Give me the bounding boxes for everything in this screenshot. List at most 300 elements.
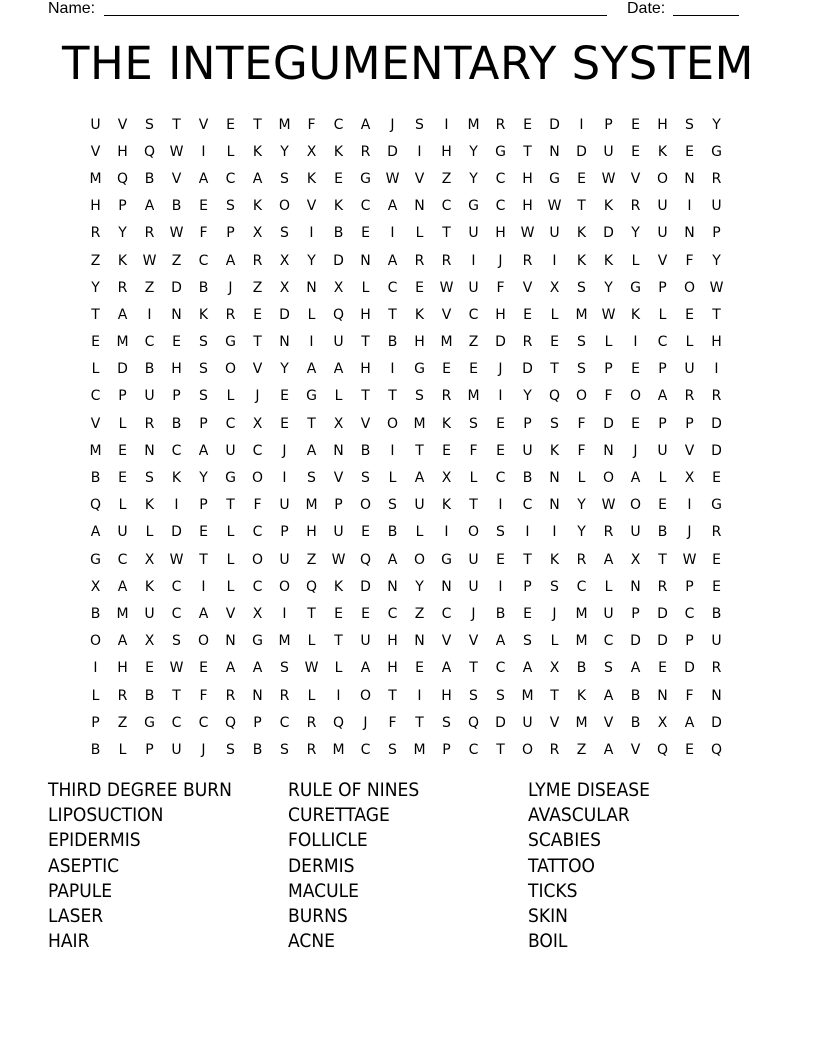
grid-letter[interactable]: Z: [117, 714, 128, 731]
grid-letter[interactable]: O: [467, 524, 480, 541]
grid-letter[interactable]: S: [604, 660, 613, 677]
grid-letter[interactable]: T: [415, 714, 424, 731]
grid-letter[interactable]: P: [118, 198, 127, 215]
grid-letter[interactable]: T: [361, 334, 370, 351]
grid-letter[interactable]: Q: [548, 388, 561, 405]
grid-letter[interactable]: Q: [116, 170, 129, 187]
grid-letter[interactable]: R: [576, 551, 587, 568]
grid-letter[interactable]: M: [89, 170, 102, 187]
grid-letter[interactable]: T: [550, 687, 559, 704]
grid-letter[interactable]: N: [711, 687, 722, 704]
grid-letter[interactable]: U: [414, 497, 425, 514]
grid-letter[interactable]: O: [602, 470, 615, 487]
grid-letter[interactable]: I: [498, 388, 503, 405]
grid-letter[interactable]: B: [657, 524, 668, 541]
grid-letter[interactable]: L: [226, 551, 235, 568]
grid-letter[interactable]: J: [498, 252, 503, 269]
grid-letter[interactable]: C: [468, 306, 479, 323]
grid-letter[interactable]: U: [468, 578, 479, 595]
grid-letter[interactable]: I: [390, 225, 395, 242]
grid-letter[interactable]: U: [333, 334, 344, 351]
grid-letter[interactable]: E: [631, 116, 640, 133]
grid-letter[interactable]: H: [90, 198, 101, 215]
grid-letter[interactable]: F: [253, 497, 262, 514]
grid-letter[interactable]: A: [387, 198, 398, 215]
grid-letter[interactable]: W: [331, 551, 346, 568]
grid-letter[interactable]: R: [225, 687, 236, 704]
grid-letter[interactable]: E: [442, 361, 451, 378]
grid-letter[interactable]: X: [684, 470, 695, 487]
grid-letter[interactable]: A: [252, 170, 263, 187]
grid-letter[interactable]: V: [657, 252, 668, 269]
grid-letter[interactable]: P: [658, 415, 667, 432]
grid-letter[interactable]: B: [495, 605, 506, 622]
grid-letter[interactable]: P: [631, 605, 640, 622]
grid-letter[interactable]: A: [333, 361, 344, 378]
grid-letter[interactable]: C: [684, 605, 695, 622]
grid-letter[interactable]: L: [604, 334, 613, 351]
grid-letter[interactable]: Z: [306, 551, 317, 568]
grid-letter[interactable]: F: [577, 415, 586, 432]
grid-letter[interactable]: R: [144, 415, 155, 432]
grid-letter[interactable]: N: [171, 306, 182, 323]
grid-letter[interactable]: I: [390, 442, 395, 459]
grid-letter[interactable]: U: [468, 551, 479, 568]
grid-letter[interactable]: Q: [467, 714, 480, 731]
grid-letter[interactable]: D: [603, 415, 614, 432]
grid-letter[interactable]: V: [522, 279, 533, 296]
grid-letter[interactable]: V: [333, 470, 344, 487]
grid-letter[interactable]: B: [360, 442, 371, 459]
grid-letter[interactable]: U: [117, 524, 128, 541]
grid-letter[interactable]: P: [523, 415, 532, 432]
grid-letter[interactable]: X: [144, 551, 155, 568]
grid-letter[interactable]: D: [684, 660, 695, 677]
grid-letter[interactable]: S: [523, 633, 532, 650]
grid-letter[interactable]: Y: [712, 116, 721, 133]
grid-letter[interactable]: P: [172, 388, 181, 405]
grid-letter[interactable]: K: [576, 225, 587, 242]
grid-letter[interactable]: I: [552, 252, 557, 269]
grid-letter[interactable]: N: [225, 633, 236, 650]
grid-letter[interactable]: B: [171, 415, 182, 432]
grid-letter[interactable]: E: [415, 660, 424, 677]
grid-letter[interactable]: D: [171, 279, 182, 296]
grid-letter[interactable]: F: [496, 279, 505, 296]
grid-letter[interactable]: C: [171, 442, 182, 459]
grid-letter[interactable]: H: [306, 524, 317, 541]
grid-letter[interactable]: K: [576, 687, 587, 704]
grid-letter[interactable]: S: [550, 415, 559, 432]
grid-letter[interactable]: C: [495, 198, 506, 215]
grid-letter[interactable]: K: [414, 306, 425, 323]
grid-letter[interactable]: F: [199, 225, 208, 242]
grid-letter[interactable]: S: [577, 334, 586, 351]
grid-letter[interactable]: I: [498, 578, 503, 595]
grid-letter[interactable]: Z: [144, 279, 155, 296]
grid-letter[interactable]: O: [224, 361, 237, 378]
grid-letter[interactable]: I: [552, 524, 557, 541]
grid-letter[interactable]: B: [252, 741, 263, 758]
grid-letter[interactable]: L: [226, 143, 235, 160]
grid-letter[interactable]: J: [390, 116, 395, 133]
grid-letter[interactable]: X: [657, 714, 668, 731]
grid-letter[interactable]: H: [522, 170, 533, 187]
grid-letter[interactable]: L: [415, 524, 424, 541]
grid-letter[interactable]: A: [225, 252, 236, 269]
grid-letter[interactable]: P: [91, 714, 100, 731]
grid-letter[interactable]: Y: [307, 252, 316, 269]
grid-letter[interactable]: U: [630, 524, 641, 541]
grid-letter[interactable]: N: [360, 252, 371, 269]
grid-letter[interactable]: X: [252, 225, 263, 242]
grid-letter[interactable]: U: [468, 225, 479, 242]
grid-letter[interactable]: S: [496, 687, 505, 704]
grid-letter[interactable]: G: [90, 551, 101, 568]
grid-letter[interactable]: K: [549, 551, 560, 568]
grid-letter[interactable]: F: [469, 442, 478, 459]
grid-letter[interactable]: Z: [414, 605, 425, 622]
grid-letter[interactable]: O: [251, 551, 264, 568]
grid-letter[interactable]: P: [334, 497, 343, 514]
grid-letter[interactable]: L: [118, 415, 127, 432]
grid-letter[interactable]: U: [657, 442, 668, 459]
grid-letter[interactable]: D: [711, 415, 722, 432]
grid-letter[interactable]: E: [199, 524, 208, 541]
grid-letter[interactable]: U: [603, 143, 614, 160]
grid-letter[interactable]: N: [549, 470, 560, 487]
grid-letter[interactable]: T: [442, 225, 451, 242]
grid-letter[interactable]: D: [360, 578, 371, 595]
grid-letter[interactable]: K: [306, 170, 317, 187]
grid-letter[interactable]: R: [441, 388, 452, 405]
grid-letter[interactable]: M: [440, 334, 453, 351]
grid-letter[interactable]: E: [334, 605, 343, 622]
grid-letter[interactable]: T: [550, 361, 559, 378]
grid-letter[interactable]: E: [226, 116, 235, 133]
grid-letter[interactable]: E: [415, 279, 424, 296]
grid-letter[interactable]: I: [147, 306, 152, 323]
grid-letter[interactable]: O: [413, 551, 426, 568]
grid-letter[interactable]: L: [307, 687, 316, 704]
grid-letter[interactable]: E: [172, 334, 181, 351]
grid-letter[interactable]: H: [387, 633, 398, 650]
grid-letter[interactable]: I: [498, 497, 503, 514]
grid-letter[interactable]: T: [712, 306, 721, 323]
grid-letter[interactable]: Y: [604, 279, 613, 296]
grid-letter[interactable]: F: [604, 388, 613, 405]
grid-letter[interactable]: U: [144, 388, 155, 405]
grid-letter[interactable]: K: [603, 252, 614, 269]
grid-letter[interactable]: Q: [143, 143, 156, 160]
grid-letter[interactable]: S: [145, 116, 154, 133]
grid-letter[interactable]: S: [388, 497, 397, 514]
grid-letter[interactable]: O: [89, 633, 102, 650]
grid-letter[interactable]: A: [360, 116, 371, 133]
grid-letter[interactable]: E: [577, 170, 586, 187]
grid-letter[interactable]: M: [116, 605, 129, 622]
grid-letter[interactable]: A: [198, 442, 209, 459]
grid-letter[interactable]: O: [683, 279, 696, 296]
grid-letter[interactable]: M: [467, 388, 480, 405]
grid-letter[interactable]: W: [385, 170, 400, 187]
grid-letter[interactable]: E: [631, 415, 640, 432]
grid-letter[interactable]: P: [118, 388, 127, 405]
grid-letter[interactable]: N: [684, 225, 695, 242]
grid-letter[interactable]: P: [199, 415, 208, 432]
grid-letter[interactable]: O: [629, 497, 642, 514]
grid-letter[interactable]: G: [468, 198, 479, 215]
grid-letter[interactable]: L: [388, 470, 397, 487]
grid-letter[interactable]: S: [280, 170, 289, 187]
grid-letter[interactable]: C: [252, 578, 263, 595]
grid-letter[interactable]: K: [198, 306, 209, 323]
grid-letter[interactable]: K: [171, 470, 182, 487]
grid-letter[interactable]: Q: [332, 714, 345, 731]
grid-letter[interactable]: A: [657, 388, 668, 405]
grid-letter[interactable]: W: [601, 497, 616, 514]
grid-letter[interactable]: C: [387, 605, 398, 622]
grid-letter[interactable]: K: [252, 143, 263, 160]
grid-letter[interactable]: L: [91, 361, 100, 378]
grid-letter[interactable]: L: [226, 388, 235, 405]
grid-letter[interactable]: B: [90, 470, 101, 487]
grid-letter[interactable]: S: [577, 279, 586, 296]
grid-letter[interactable]: D: [657, 605, 668, 622]
grid-letter[interactable]: F: [685, 687, 694, 704]
grid-letter[interactable]: N: [603, 442, 614, 459]
grid-letter[interactable]: L: [658, 306, 667, 323]
grid-letter[interactable]: T: [469, 660, 478, 677]
grid-letter[interactable]: T: [388, 388, 397, 405]
grid-letter[interactable]: E: [712, 578, 721, 595]
grid-letter[interactable]: L: [361, 279, 370, 296]
grid-letter[interactable]: D: [387, 143, 398, 160]
grid-letter[interactable]: B: [171, 198, 182, 215]
grid-letter[interactable]: V: [630, 741, 641, 758]
grid-letter[interactable]: S: [280, 225, 289, 242]
grid-letter[interactable]: D: [711, 714, 722, 731]
grid-letter[interactable]: H: [171, 361, 182, 378]
grid-letter[interactable]: S: [280, 660, 289, 677]
grid-letter[interactable]: K: [333, 143, 344, 160]
grid-letter[interactable]: S: [685, 116, 694, 133]
grid-letter[interactable]: H: [657, 116, 668, 133]
grid-letter[interactable]: E: [712, 551, 721, 568]
grid-letter[interactable]: H: [495, 225, 506, 242]
grid-letter[interactable]: S: [199, 388, 208, 405]
grid-letter[interactable]: X: [144, 633, 155, 650]
grid-letter[interactable]: T: [388, 687, 397, 704]
grid-letter[interactable]: N: [549, 143, 560, 160]
grid-letter[interactable]: G: [306, 388, 317, 405]
grid-letter[interactable]: T: [199, 551, 208, 568]
grid-letter[interactable]: X: [90, 578, 101, 595]
grid-letter[interactable]: E: [658, 497, 667, 514]
grid-letter[interactable]: W: [142, 252, 157, 269]
grid-letter[interactable]: V: [90, 143, 101, 160]
grid-letter[interactable]: T: [523, 143, 532, 160]
grid-letter[interactable]: R: [522, 252, 533, 269]
grid-letter[interactable]: L: [307, 633, 316, 650]
grid-letter[interactable]: D: [333, 252, 344, 269]
grid-letter[interactable]: H: [117, 660, 128, 677]
grid-letter[interactable]: M: [575, 605, 588, 622]
grid-letter[interactable]: H: [387, 660, 398, 677]
grid-letter[interactable]: X: [279, 252, 290, 269]
grid-letter[interactable]: E: [334, 170, 343, 187]
grid-letter[interactable]: S: [550, 578, 559, 595]
grid-letter[interactable]: A: [603, 551, 614, 568]
grid-letter[interactable]: A: [414, 470, 425, 487]
grid-letter[interactable]: J: [687, 524, 692, 541]
grid-letter[interactable]: P: [658, 361, 667, 378]
grid-letter[interactable]: Q: [305, 578, 318, 595]
grid-letter[interactable]: Y: [280, 143, 289, 160]
grid-letter[interactable]: U: [144, 605, 155, 622]
grid-letter[interactable]: O: [278, 198, 291, 215]
grid-letter[interactable]: E: [685, 143, 694, 160]
grid-letter[interactable]: D: [711, 442, 722, 459]
grid-letter[interactable]: F: [577, 442, 586, 459]
grid-letter[interactable]: L: [631, 252, 640, 269]
grid-letter[interactable]: J: [552, 605, 557, 622]
grid-letter[interactable]: H: [711, 334, 722, 351]
grid-letter[interactable]: C: [198, 714, 209, 731]
grid-letter[interactable]: R: [603, 524, 614, 541]
grid-letter[interactable]: G: [225, 334, 236, 351]
grid-letter[interactable]: E: [361, 524, 370, 541]
grid-letter[interactable]: P: [253, 714, 262, 731]
grid-letter[interactable]: D: [279, 306, 290, 323]
grid-letter[interactable]: I: [282, 605, 287, 622]
grid-letter[interactable]: A: [603, 741, 614, 758]
grid-letter[interactable]: N: [306, 279, 317, 296]
grid-letter[interactable]: Y: [199, 470, 208, 487]
grid-letter[interactable]: A: [90, 524, 101, 541]
grid-letter[interactable]: F: [307, 116, 316, 133]
grid-letter[interactable]: T: [91, 306, 100, 323]
grid-letter[interactable]: R: [90, 225, 101, 242]
grid-letter[interactable]: G: [711, 497, 722, 514]
grid-letter[interactable]: J: [363, 714, 368, 731]
grid-letter[interactable]: R: [711, 170, 722, 187]
grid-letter[interactable]: S: [199, 361, 208, 378]
grid-letter[interactable]: I: [633, 334, 638, 351]
grid-letter[interactable]: A: [630, 470, 641, 487]
grid-letter[interactable]: U: [684, 361, 695, 378]
grid-letter[interactable]: C: [495, 170, 506, 187]
grid-letter[interactable]: P: [226, 225, 235, 242]
grid-letter[interactable]: U: [549, 225, 560, 242]
grid-letter[interactable]: P: [280, 524, 289, 541]
grid-letter[interactable]: S: [199, 334, 208, 351]
grid-letter[interactable]: V: [198, 116, 209, 133]
grid-letter[interactable]: L: [685, 334, 694, 351]
grid-letter[interactable]: G: [252, 633, 263, 650]
grid-letter[interactable]: V: [630, 170, 641, 187]
grid-letter[interactable]: D: [522, 361, 533, 378]
grid-letter[interactable]: H: [495, 306, 506, 323]
grid-letter[interactable]: C: [171, 714, 182, 731]
grid-letter[interactable]: M: [305, 497, 318, 514]
grid-letter[interactable]: B: [522, 470, 533, 487]
grid-letter[interactable]: S: [469, 687, 478, 704]
grid-letter[interactable]: O: [575, 388, 588, 405]
grid-letter[interactable]: I: [309, 334, 314, 351]
grid-letter[interactable]: K: [441, 497, 452, 514]
grid-letter[interactable]: O: [656, 170, 669, 187]
grid-letter[interactable]: A: [522, 660, 533, 677]
grid-letter[interactable]: K: [603, 198, 614, 215]
grid-letter[interactable]: I: [309, 225, 314, 242]
grid-letter[interactable]: N: [441, 578, 452, 595]
grid-letter[interactable]: C: [90, 388, 101, 405]
grid-letter[interactable]: R: [441, 252, 452, 269]
grid-letter[interactable]: V: [360, 415, 371, 432]
grid-letter[interactable]: G: [414, 361, 425, 378]
grid-letter[interactable]: L: [550, 306, 559, 323]
grid-letter[interactable]: A: [198, 605, 209, 622]
grid-letter[interactable]: U: [522, 442, 533, 459]
grid-letter[interactable]: G: [711, 143, 722, 160]
grid-letter[interactable]: X: [549, 660, 560, 677]
grid-letter[interactable]: M: [467, 116, 480, 133]
grid-letter[interactable]: U: [279, 497, 290, 514]
grid-letter[interactable]: C: [441, 198, 452, 215]
grid-letter[interactable]: R: [306, 741, 317, 758]
grid-letter[interactable]: P: [523, 578, 532, 595]
grid-letter[interactable]: K: [441, 415, 452, 432]
grid-letter[interactable]: R: [549, 741, 560, 758]
grid-letter[interactable]: K: [333, 578, 344, 595]
grid-letter[interactable]: C: [522, 497, 533, 514]
grid-letter[interactable]: I: [525, 524, 530, 541]
grid-letter[interactable]: R: [630, 198, 641, 215]
grid-letter[interactable]: H: [117, 143, 128, 160]
grid-letter[interactable]: E: [253, 306, 262, 323]
grid-letter[interactable]: X: [306, 143, 317, 160]
grid-letter[interactable]: I: [417, 143, 422, 160]
grid-letter[interactable]: R: [360, 143, 371, 160]
grid-letter[interactable]: M: [521, 687, 534, 704]
grid-letter[interactable]: Z: [468, 334, 479, 351]
grid-letter[interactable]: A: [144, 198, 155, 215]
grid-letter[interactable]: L: [577, 470, 586, 487]
grid-letter[interactable]: K: [576, 252, 587, 269]
grid-letter[interactable]: V: [306, 198, 317, 215]
grid-letter[interactable]: W: [682, 551, 697, 568]
grid-letter[interactable]: S: [577, 361, 586, 378]
grid-letter[interactable]: U: [468, 279, 479, 296]
grid-letter[interactable]: R: [522, 334, 533, 351]
grid-letter[interactable]: I: [174, 497, 179, 514]
grid-letter[interactable]: C: [198, 252, 209, 269]
grid-letter[interactable]: V: [441, 633, 452, 650]
grid-letter[interactable]: A: [360, 660, 371, 677]
grid-letter[interactable]: B: [144, 687, 155, 704]
grid-letter[interactable]: Q: [656, 741, 669, 758]
grid-letter[interactable]: T: [469, 497, 478, 514]
grid-letter[interactable]: P: [604, 361, 613, 378]
grid-letter[interactable]: T: [253, 116, 262, 133]
grid-letter[interactable]: I: [687, 497, 692, 514]
grid-letter[interactable]: T: [415, 442, 424, 459]
grid-letter[interactable]: P: [712, 225, 721, 242]
grid-letter[interactable]: R: [252, 252, 263, 269]
grid-letter[interactable]: P: [604, 116, 613, 133]
grid-letter[interactable]: A: [387, 551, 398, 568]
